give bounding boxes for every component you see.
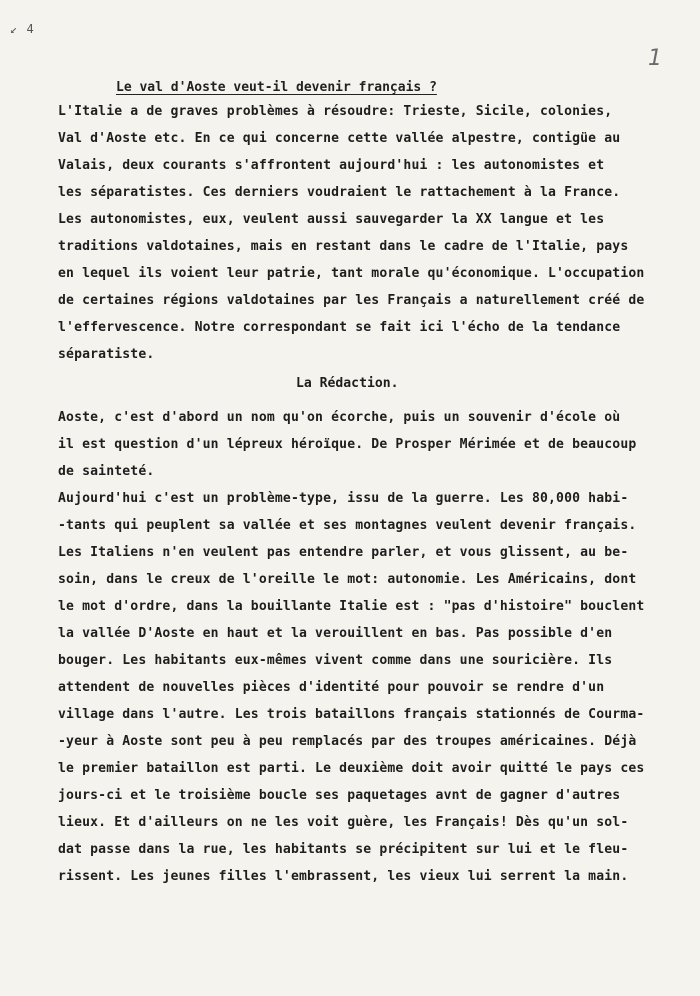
body-line: le premier bataillon est parti. Le deuxième doit avoir quitté le pays ces xyxy=(58,761,645,776)
intro-line: les séparatistes. Ces derniers voudraient le rattachement à la France. xyxy=(58,185,621,200)
body-line: jours-ci et le troisième boucle ses paquetages avnt de gagner d'autres xyxy=(58,788,621,803)
intro-line: Les autonomistes, eux, veulent aussi sauvegarder la XX langue et les xyxy=(58,212,605,227)
body-line: -tants qui peuplent sa vallée et ses montagnes veulent devenir français. xyxy=(58,518,637,533)
body-line: lieux. Et d'ailleurs on ne les voit guère, les Français! Dès qu'un sol- xyxy=(58,815,629,830)
body-line: -yeur à Aoste sont peu à peu remplacés par des troupes américaines. Déjà xyxy=(58,734,637,749)
body-line: bouger. Les habitants eux-mêmes vivent comme dans une souricière. Ils xyxy=(58,653,613,668)
body-line: dat passe dans la rue, les habitants se précipitent sur lui et le fleu- xyxy=(58,842,629,857)
editorial-signature: La Rédaction. xyxy=(296,376,399,391)
intro-line: l'effervescence. Notre correspondant se fait ici l'écho de la tendance xyxy=(58,320,621,335)
article-title: Le val d'Aoste veut-il devenir français ? xyxy=(116,80,437,95)
body-line: rissent. Les jeunes filles l'embrassent, les vieux lui serrent la main. xyxy=(58,869,629,884)
intro-line: Val d'Aoste etc. En ce qui concerne cette vallée alpestre, contigüe au xyxy=(58,131,621,146)
body-line: Les Italiens n'en veulent pas entendre parler, et vous glissent, au be- xyxy=(58,545,629,560)
intro-line: en lequel ils voient leur patrie, tant morale qu'économique. L'occupation xyxy=(58,266,645,281)
body-line: Aujourd'hui c'est un problème-type, issu de la guerre. Les 80,000 habi- xyxy=(58,491,629,506)
body-line: Aoste, c'est d'abord un nom qu'on écorche, puis un souvenir d'école où xyxy=(58,410,621,425)
intro-line: séparatiste. xyxy=(58,347,155,362)
intro-line: de certaines régions valdotaines par les Français a naturellement créé de xyxy=(58,293,645,308)
corner-mark: ↙ 4 xyxy=(10,22,35,36)
body-line: de sainteté. xyxy=(58,464,155,479)
body-line: le mot d'ordre, dans la bouillante Italie est : "pas d'histoire" bouclent xyxy=(58,599,645,614)
intro-line: traditions valdotaines, mais en restant dans le cadre de l'Italie, pays xyxy=(58,239,629,254)
intro-line: Valais, deux courants s'affrontent aujourd'hui : les autonomistes et xyxy=(58,158,605,173)
page-number: 1 xyxy=(648,46,662,71)
body-line: village dans l'autre. Les trois bataillons français stationnés de Courma- xyxy=(58,707,645,722)
body-line: la vallée D'Aoste en haut et la verouillent en bas. Pas possible d'en xyxy=(58,626,613,641)
body-line: attendent de nouvelles pièces d'identité pour pouvoir se rendre d'un xyxy=(58,680,605,695)
body-line: il est question d'un lépreux héroïque. De Prosper Mérimée et de beaucoup xyxy=(58,437,637,452)
body-line: soin, dans le creux de l'oreille le mot: autonomie. Les Américains, dont xyxy=(58,572,637,587)
intro-line: L'Italie a de graves problèmes à résoudre: Trieste, Sicile, colonies, xyxy=(58,104,613,119)
